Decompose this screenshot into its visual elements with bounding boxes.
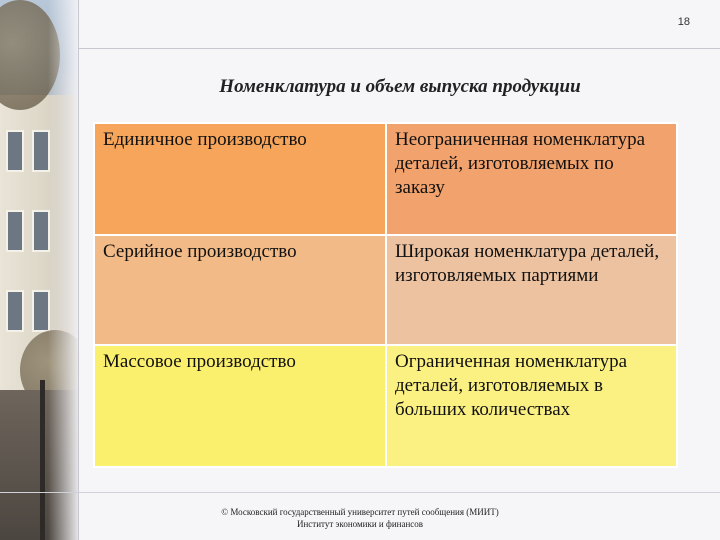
footer-institute: Институт экономики и финансов — [296, 519, 424, 529]
production-type-cell: Единичное производство — [94, 123, 386, 235]
frame-line-horizontal — [78, 48, 720, 49]
production-type-cell: Массовое производство — [94, 345, 386, 467]
production-type-cell: Серийное производство — [94, 235, 386, 345]
footer-copyright: © Московский государственный университет путей сообщения (МИИТ) — [221, 507, 499, 517]
slide-title: Номенклатура и объем выпуска продукции — [219, 76, 581, 97]
production-types-table — [93, 122, 678, 468]
table-row — [94, 235, 677, 345]
footer — [160, 506, 560, 530]
production-description-cell: Неограниченная номенклатура деталей, изготовляемых по заказу — [386, 123, 677, 235]
building-window — [6, 210, 24, 252]
table-row — [94, 123, 677, 235]
production-description-cell: Широкая номенклатура деталей, изготовляемых партиями — [386, 235, 677, 345]
table-row — [94, 345, 677, 467]
photo-fade — [48, 0, 78, 540]
frame-line-vertical — [78, 0, 79, 540]
footer-divider — [0, 492, 720, 493]
building-window — [6, 290, 24, 332]
building-photo — [0, 0, 78, 540]
tree-trunk — [40, 380, 45, 540]
building-window — [6, 130, 24, 172]
production-description-cell: Ограниченная номенклатура деталей, изготовляемых в больших количествах — [386, 345, 677, 467]
slide-number: 18 — [677, 16, 690, 28]
